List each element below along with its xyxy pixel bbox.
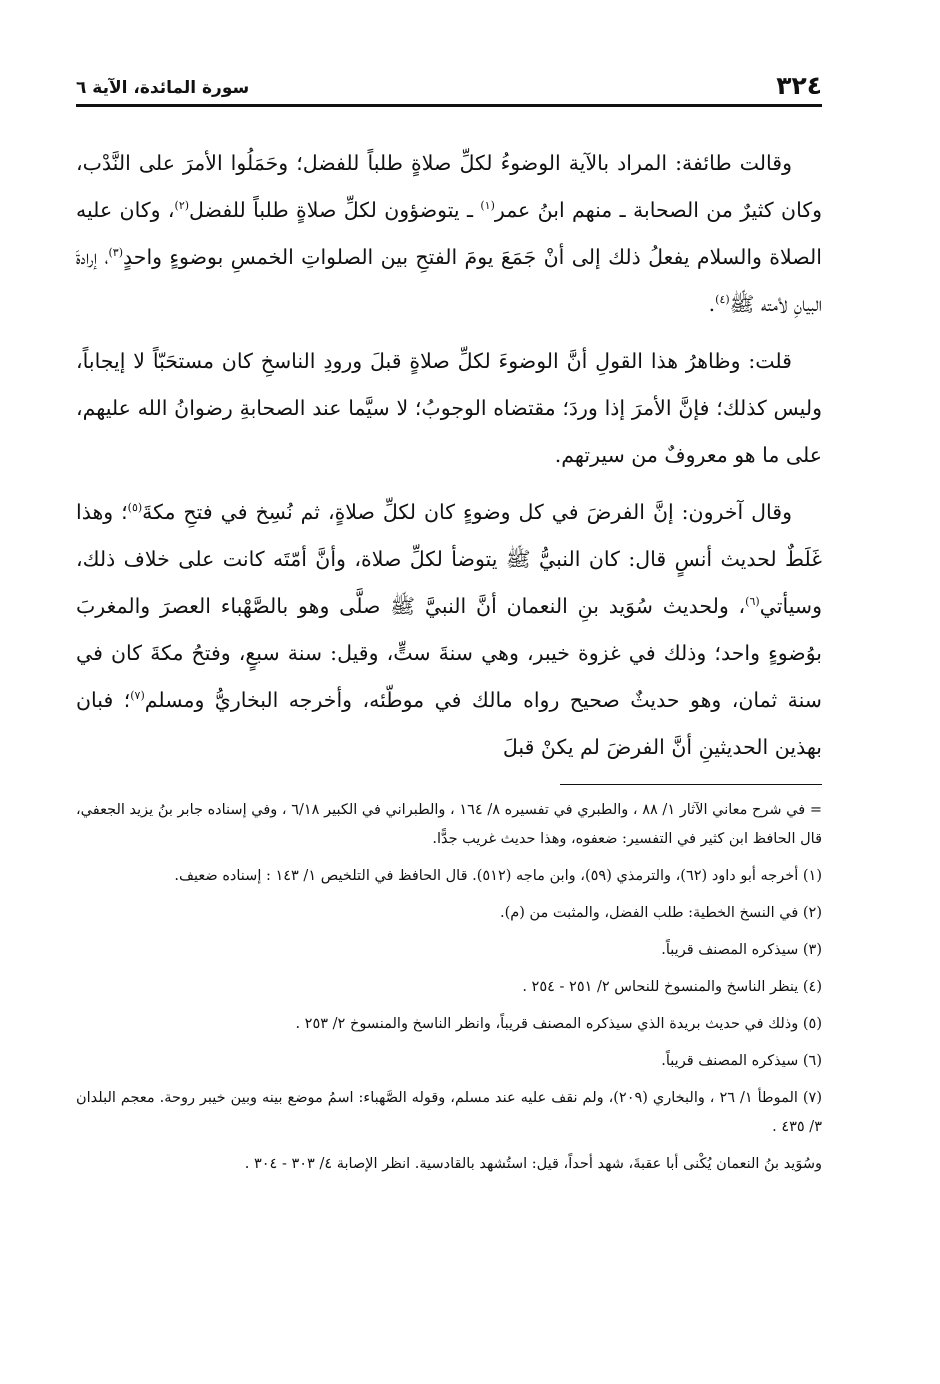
paragraph-1 <box>76 140 822 328</box>
paragraph-3-text-c: ، ولحديث سُوَيد بنِ النعمان أنَّ النبيَّ ﷺ صلَّى وهو بالصَّهْباء العصرَ والمغربَ بوُضوءٍ واحد؛ وذلك في غزوة خيبر، وهي سنةَ ستٍّ، وقيل: سنة سبعٍ، وفتحُ مكةَ كان في سنة ثمان، وهو حديثٌ صحيح رواه مالك في موطّئه، وأخرجه البخاريُّ ومسلم <box>76 594 822 712</box>
footnote-ref-1[interactable]: (١) <box>480 199 495 213</box>
paragraph-3-text-d: ؛ فبان بهذين الحديثينِ أنَّ الفرضَ لم يكنْ قبلَ <box>76 688 822 759</box>
footnote-ref-5[interactable]: (٥) <box>127 501 143 515</box>
paragraph-1-text-b: ـ يتوضؤون لكلِّ صلاةٍ طلباً للفضل <box>189 198 481 222</box>
footnote-7: (٧) الموطأ ١/ ٢٦ ، والبخاري (٢٠٩)، ولم نقف عليه عند مسلم، وقوله الصَّهباء: اسمُ موضع بينه وبين خيبر روحة. معجم البلدان ٣/ ٤٣٥ . <box>76 1090 822 1135</box>
footnote-3: (٣) سيذكره المصنف قريباً. <box>661 942 822 958</box>
footnote-6: (٦) سيذكره المصنف قريباً. <box>661 1053 822 1069</box>
footnote-1: (١) أخرجه أبو داود (٦٢)، والترمذي (٥٩)، وابن ماجه (٥١٢). قال الحافظ في التلخيص ١/ ١٤٣ : إسناده ضعيف. <box>174 868 822 884</box>
paragraph-1-text-a: وقالت طائفة: المراد بالآية الوضوءُ لكلِّ صلاةٍ طلباً للفضل؛ وحَمَلُوا الأمرَ على النَّدْب، وكان كثيرٌ من الصحابة ـ منهم ابنُ عمر <box>76 151 822 222</box>
paragraph-3 <box>76 489 822 771</box>
footnote-ref-4[interactable]: (٤) <box>715 293 730 307</box>
footnote-2: (٢) في النسخ الخطية: طلب الفضل، والمثبت من (م). <box>500 905 822 921</box>
footnote-4: (٤) ينظر الناسخ والمنسوخ للنحاس ٢/ ٢٥١ - ٢٥٤ . <box>522 979 822 995</box>
main-text <box>76 140 822 771</box>
paragraph-1-text-c: ، وكان عليه الصلاة والسلام يفعلُ ذلك إلى أنْ جَمَعَ يومَ الفتحِ بين الصلواتِ الخمسِ بوضوءٍ واحدٍ <box>76 198 822 269</box>
paragraph-3-text-a: وقال آخرون: إنَّ الفرضَ في كل وضوءٍ كان لكلِّ صلاةٍ، ثم نُسِخ في فتحِ مكةَ <box>142 500 792 524</box>
footnote-5: (٥) وذلك في حديث بريدة الذي سيذكره المصنف قريباً، وانظر الناسخ والمنسوخ ٢/ ٢٥٣ . <box>295 1016 822 1032</box>
footnote-ref-2[interactable]: (٢) <box>174 199 190 213</box>
footnote-7-continuation: وسُوَيد بنُ النعمان يُكْنى أبا عقبةَ، شهد أحداً، قيل: استُشهد بالقادسية. انظر الإصابة ٤/ ٣٠٣ - ٣٠٤ . <box>244 1156 822 1172</box>
paragraph-2 <box>76 338 822 479</box>
footnote-ref-3[interactable]: (٣) <box>108 246 124 260</box>
paragraph-3-text-b: ؛ وهذا غَلَطٌ لحديث أنسٍ قال: كان النبيُّ ﷺ يتوضأ لكلِّ صلاة، وأنَّ أمّتَه كانت على خلاف ذلك، وسيأتي <box>76 500 822 618</box>
footnote-ref-6[interactable]: (٦) <box>745 595 760 609</box>
paragraph-1-text-e: . <box>708 292 716 316</box>
paragraph-1-text-d: ، إرادةَ البيانِ لأمته ﷺ <box>76 245 822 316</box>
footnotes <box>76 796 822 1187</box>
running-title: سورة المائدة، الآية ٦ <box>76 78 250 98</box>
footnote-continuation: = في شرح معاني الآثار ١/ ٨٨ ، والطبري في تفسيره ٨/ ١٦٤ ، والطبراني في الكبير ٦/١٨ ، وفي إسناده جابر بنُ يزيد الجعفي، قال الحافظ ابن كثير في التفسير: ضعفوه، وهذا حديث غريب جدًّا. <box>76 802 822 847</box>
paragraph-2-text: قلت: وظاهرُ هذا القولِ أنَّ الوضوءَ لكلِّ صلاةٍ قبلَ ورودِ الناسخِ كان مستحَبّاً لا إيجاباً، وليس كذلك؛ فإنَّ الأمرَ إذا وردَ؛ مقتضاه الوجوبُ؛ لا سيَّما عند الصحابةِ رضوانُ الله عليهم، على ما هو معروفٌ من سيرتهم. <box>76 349 822 467</box>
footnote-ref-7[interactable]: (٧) <box>130 689 145 703</box>
page-number: ٣٢٤ <box>776 71 822 100</box>
page-header <box>76 66 822 100</box>
footnote-divider <box>560 784 822 785</box>
header-divider <box>76 104 822 107</box>
